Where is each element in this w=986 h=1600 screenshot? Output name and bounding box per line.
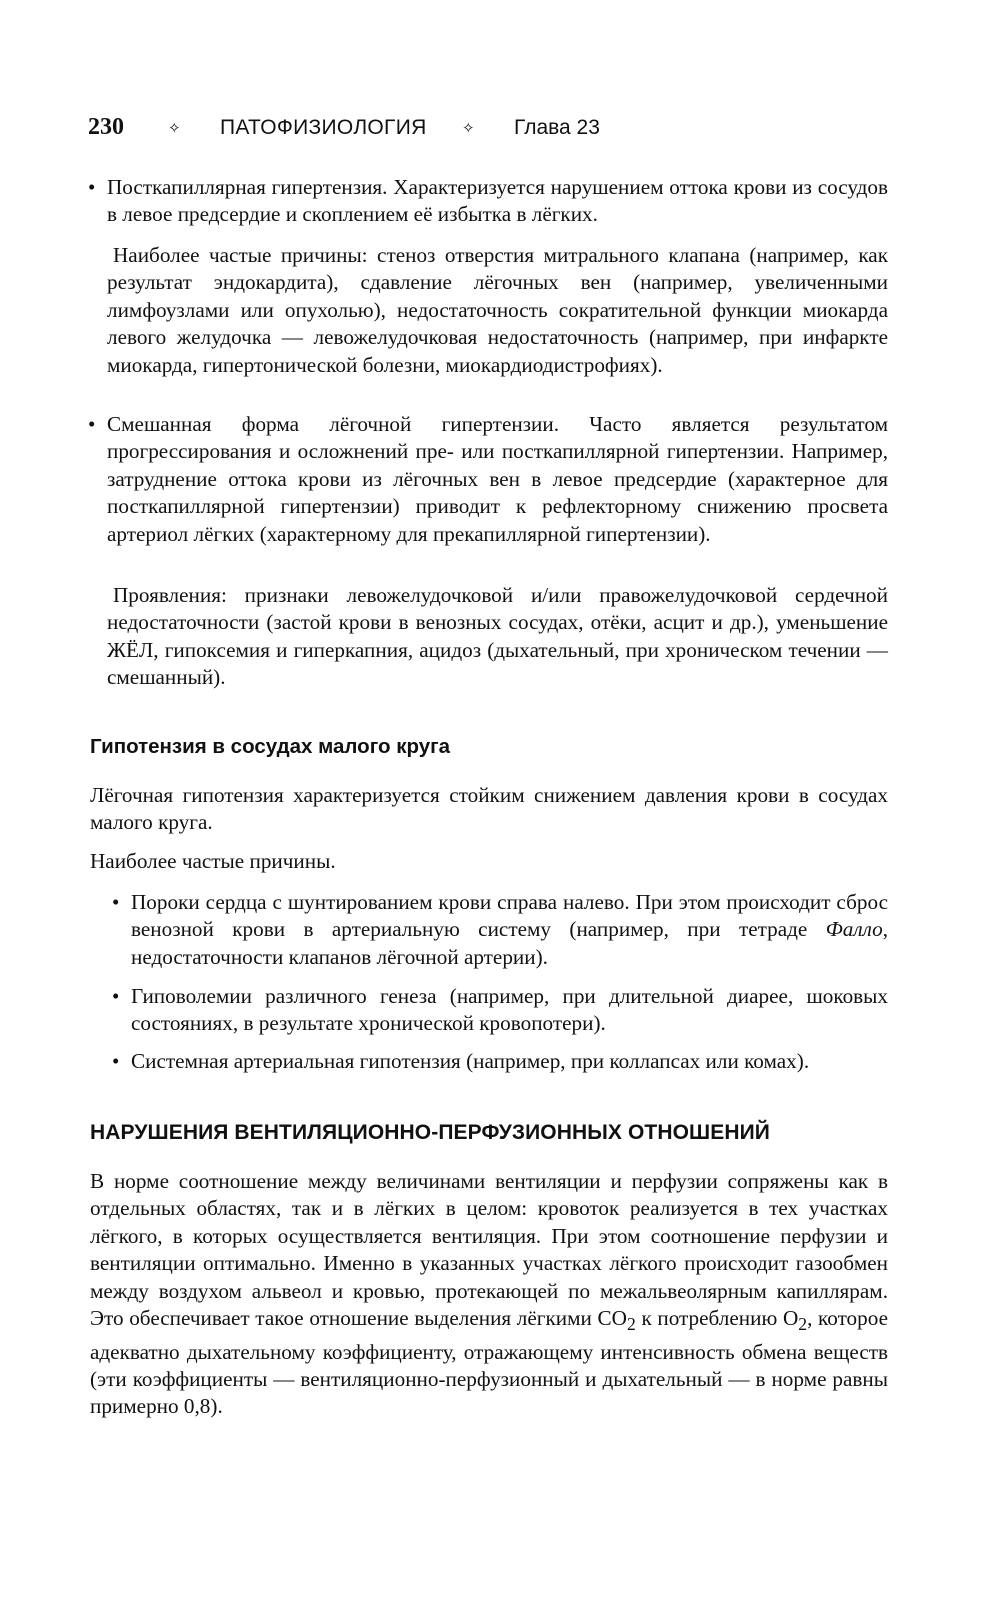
hypotension-definition: Лёгочная гипотензия характеризуется стойким снижением давления крови в сосудах малого круга.	[90, 783, 888, 835]
postcapillary-causes: Наиболее частые причины: стеноз отверстия митрального клапана (например, как результат эндокардита), сдавление лёгочных вен (например, увеличенными лимфоузлами или опухолью), недостаточность сократительной функции миокарда левого желудочка — левожелудочковая недостаточность (например, при инфаркте миокарда, гипертонической болезни, миокардиодистрофиях).	[107, 243, 888, 377]
list-item	[112, 983, 888, 1039]
chapter-label: Глава 23	[514, 115, 600, 139]
vp-text-part: В норме соотношение между величинами вентиляции и перфузии сопряжены как в отдельных областях, так и в лёгких в целом: кровоток реализуется в тех участках лёгкого, в которых осуществляется вентиляция. При этом соотношение перфузии и вентиляции оптимально. Именно в указанных участках лёгкого происходит газообмен между воздухом альвеол и кровью, протекающей по межальвеолярным капиллярам. Это обеспечивает такое отношение выделения лёгкими CO	[90, 1169, 888, 1331]
list-item-text-part: , недостаточности клапанов лёгочной артерии).	[131, 917, 888, 969]
list-item-text: Гиповолемии различного генеза (например, при длительной диарее, шоковых состояниях, в результате хронической кровопотери).	[131, 984, 888, 1036]
section-heading-vp: НАРУШЕНИЯ ВЕНТИЛЯЦИОННО-ПЕРФУЗИОННЫХ ОТНОШЕНИЙ	[90, 1121, 770, 1144]
bullet-icon: •	[88, 175, 96, 199]
vp-paragraph	[90, 1168, 888, 1421]
list-item-text: Системная артериальная гипотензия (например, при коллапсах или комах).	[131, 1049, 810, 1073]
bullet-icon: •	[112, 984, 120, 1008]
diamond-separator-icon: ✧	[462, 119, 475, 137]
mixed-text: Смешанная форма лёгочной гипертензии. Часто является результатом прогрессирования и осложнений пре- или посткапиллярной гипертензии. Например, затруднение оттока крови из лёгочных вен в левое предсердие (характерное для посткапиллярной гипертензии) приводит к рефлекторному снижению просвета артериол лёгких (характерному для прекапиллярной гипертензии).	[107, 412, 888, 546]
list-item-text-part: Пороки сердца с шунтированием крови справа налево. При этом происходит сброс венозной крови в артериальную систему (например, при тетраде	[131, 890, 888, 942]
list-item	[112, 889, 888, 973]
bullet-icon: •	[88, 412, 96, 436]
hypotension-causes-intro: Наиболее частые причины.	[90, 849, 336, 873]
mixed-manifestations: Проявления: признаки левожелудочковой и/или правожелудочковой сердечной недостаточности (застой крови в венозных сосудах, отёки, асцит и др.), уменьшение ЖЁЛ, гипоксемия и гиперкапния, ацидоз (дыхательный, при хроническом течении — смешанный).	[107, 583, 888, 690]
list-item-text	[131, 889, 888, 971]
section-heading-hypotension: Гипотензия в сосудах малого круга	[90, 735, 451, 758]
list-item-postcapillary	[88, 174, 888, 234]
subscript: 2	[626, 1314, 636, 1335]
bullet-icon: •	[112, 1049, 120, 1073]
vp-text-part: к потреблению O	[635, 1306, 799, 1331]
list-item-mixed	[88, 411, 888, 581]
running-header	[88, 114, 600, 141]
diamond-separator-icon: ✧	[168, 119, 181, 137]
page-number: 230	[88, 114, 124, 140]
vp-text-part: , которое адекватно дыхательному коэффициенту, отражающему интенсивность обмена веществ (эти коэффициенты — вентиляционно-перфузионный и дыхательный — в норме равны примерно 0,8).	[90, 1306, 889, 1419]
eponym-italic: Фалло	[825, 917, 883, 942]
bullet-icon: •	[112, 890, 120, 914]
book-title: ПАТОФИЗИОЛОГИЯ	[220, 115, 427, 139]
postcapillary-text: Посткапиллярная гипертензия. Характеризуется нарушением оттока крови из сосудов в левое предсердие и скоплением её избытка в лёгких.	[107, 175, 888, 227]
list-item	[112, 1048, 888, 1078]
subscript: 2	[798, 1314, 808, 1335]
